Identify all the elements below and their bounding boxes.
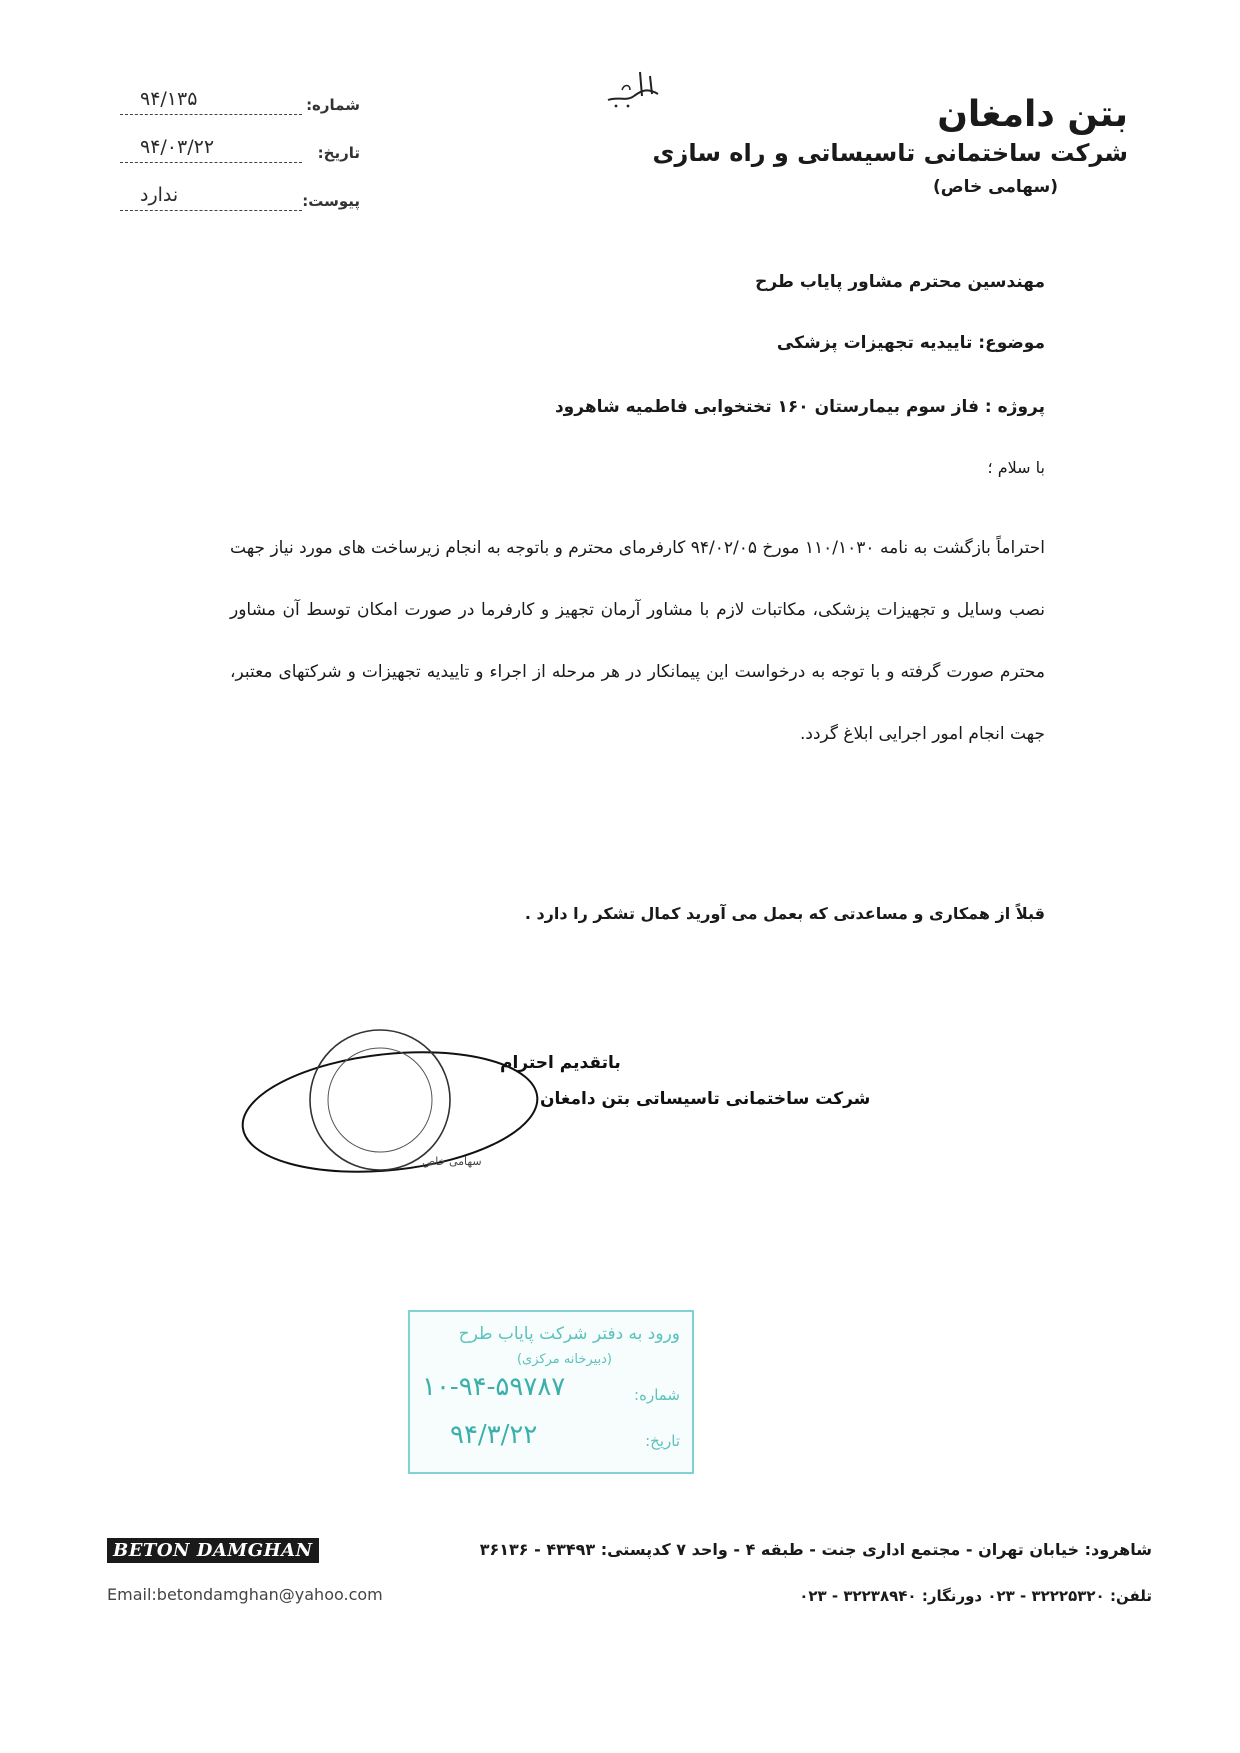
reference-attachment-row bbox=[120, 178, 360, 226]
signature-loop bbox=[237, 1039, 544, 1185]
reference-date-line bbox=[120, 162, 302, 163]
reference-attachment-line bbox=[120, 210, 302, 211]
company-name: بتن دامغان bbox=[937, 94, 1128, 135]
received-stamp bbox=[408, 1310, 694, 1474]
reference-number-value: ۹۴/۱۳۵ bbox=[140, 88, 198, 110]
footer-email: Email:betondamghan@yahoo.com bbox=[107, 1585, 383, 1604]
received-stamp-date-label: تاریخ: bbox=[645, 1432, 680, 1450]
received-stamp-title: ورود به دفتر شرکت پایاب طرح bbox=[458, 1324, 680, 1344]
closing-line: قبلاً از همکاری و مساعدتی که بعمل می آورید کمال تشکر را دارد . bbox=[524, 904, 1045, 923]
reference-number-row bbox=[120, 82, 360, 130]
signature-stamp bbox=[240, 1000, 871, 1210]
reference-number-line bbox=[120, 114, 302, 115]
letter-body: احتراماً بازگشت به نامه ۱۱۰/۱۰۳۰ مورخ ۹۴/۰۲/۰۵ کارفرمای محترم و باتوجه به انجام زیرساخت های مورد نیاز جهت نصب وسایل و تجهیزات پزشکی، مکاتبات لازم با مشاور آرمان تجهیز و کارفرما در صورت امکان توسط آن مشاور محترم صورت گرفته و با توجه به درخواست این پیمانکار در هر مرحله از اجراء و تاییدیه تجهیزات و شرکتهای معتبر، جهت انجام امور اجرایی ابلاغ گردد. bbox=[230, 538, 1045, 744]
company-subtitle: شرکت ساختمانی تاسیساتی و راه سازی bbox=[652, 139, 1128, 167]
company-type: (سهامی خاص) bbox=[932, 177, 1058, 197]
seal-ring-text: سهامی خاص bbox=[422, 1155, 482, 1168]
signature-line2: شرکت ساختمانی تاسیساتی بتن دامغان bbox=[540, 1089, 871, 1109]
reference-date-value: ۹۴/۰۳/۲۲ bbox=[140, 136, 215, 158]
signature-line1: باتقدیم احترام bbox=[500, 1053, 621, 1073]
reference-block bbox=[120, 82, 360, 226]
recipient-line: مهندسین محترم مشاور پایاب طرح bbox=[755, 272, 1045, 292]
footer-phones: تلفن: ۳۲۲۲۵۳۲۰ - ۰۲۳ دورنگار: ۳۲۲۳۸۹۴۰ - ۰۲۳ bbox=[799, 1587, 1152, 1605]
reference-number-label: شماره: bbox=[306, 96, 360, 114]
reference-date-label: تاریخ: bbox=[317, 144, 360, 162]
company-seal-icon bbox=[310, 1030, 450, 1170]
reference-attachment-label: پیوست: bbox=[302, 192, 360, 210]
footer-brand: BETON DAMGHAN bbox=[107, 1538, 319, 1563]
received-stamp-date: ۹۴/۳/۲۲ bbox=[450, 1420, 538, 1450]
footer-address: شاهرود: خیابان تهران - مجتمع اداری جنت - طبقه ۴ - واحد ۷ کدپستی: ۴۳۴۹۳ - ۳۶۱۳۶ bbox=[479, 1540, 1152, 1559]
received-stamp-number-label: شماره: bbox=[634, 1386, 680, 1404]
received-stamp-number: ۱۰-۹۴-۵۹۷۸۷ bbox=[422, 1372, 566, 1402]
letterhead bbox=[653, 94, 1128, 197]
project-line: پروژه : فاز سوم بیمارستان ۱۶۰ تختخوابی فاطمیه شاهرود bbox=[554, 397, 1045, 417]
greeting-line: با سلام ؛ bbox=[987, 458, 1045, 477]
received-stamp-subtitle: (دبیرخانه مرکزی) bbox=[516, 1352, 612, 1367]
subject-line: موضوع: تاییدیه تجهیزات پزشکی bbox=[776, 333, 1045, 353]
reference-date-row bbox=[120, 130, 360, 178]
reference-attachment-value: ندارد bbox=[140, 184, 179, 206]
